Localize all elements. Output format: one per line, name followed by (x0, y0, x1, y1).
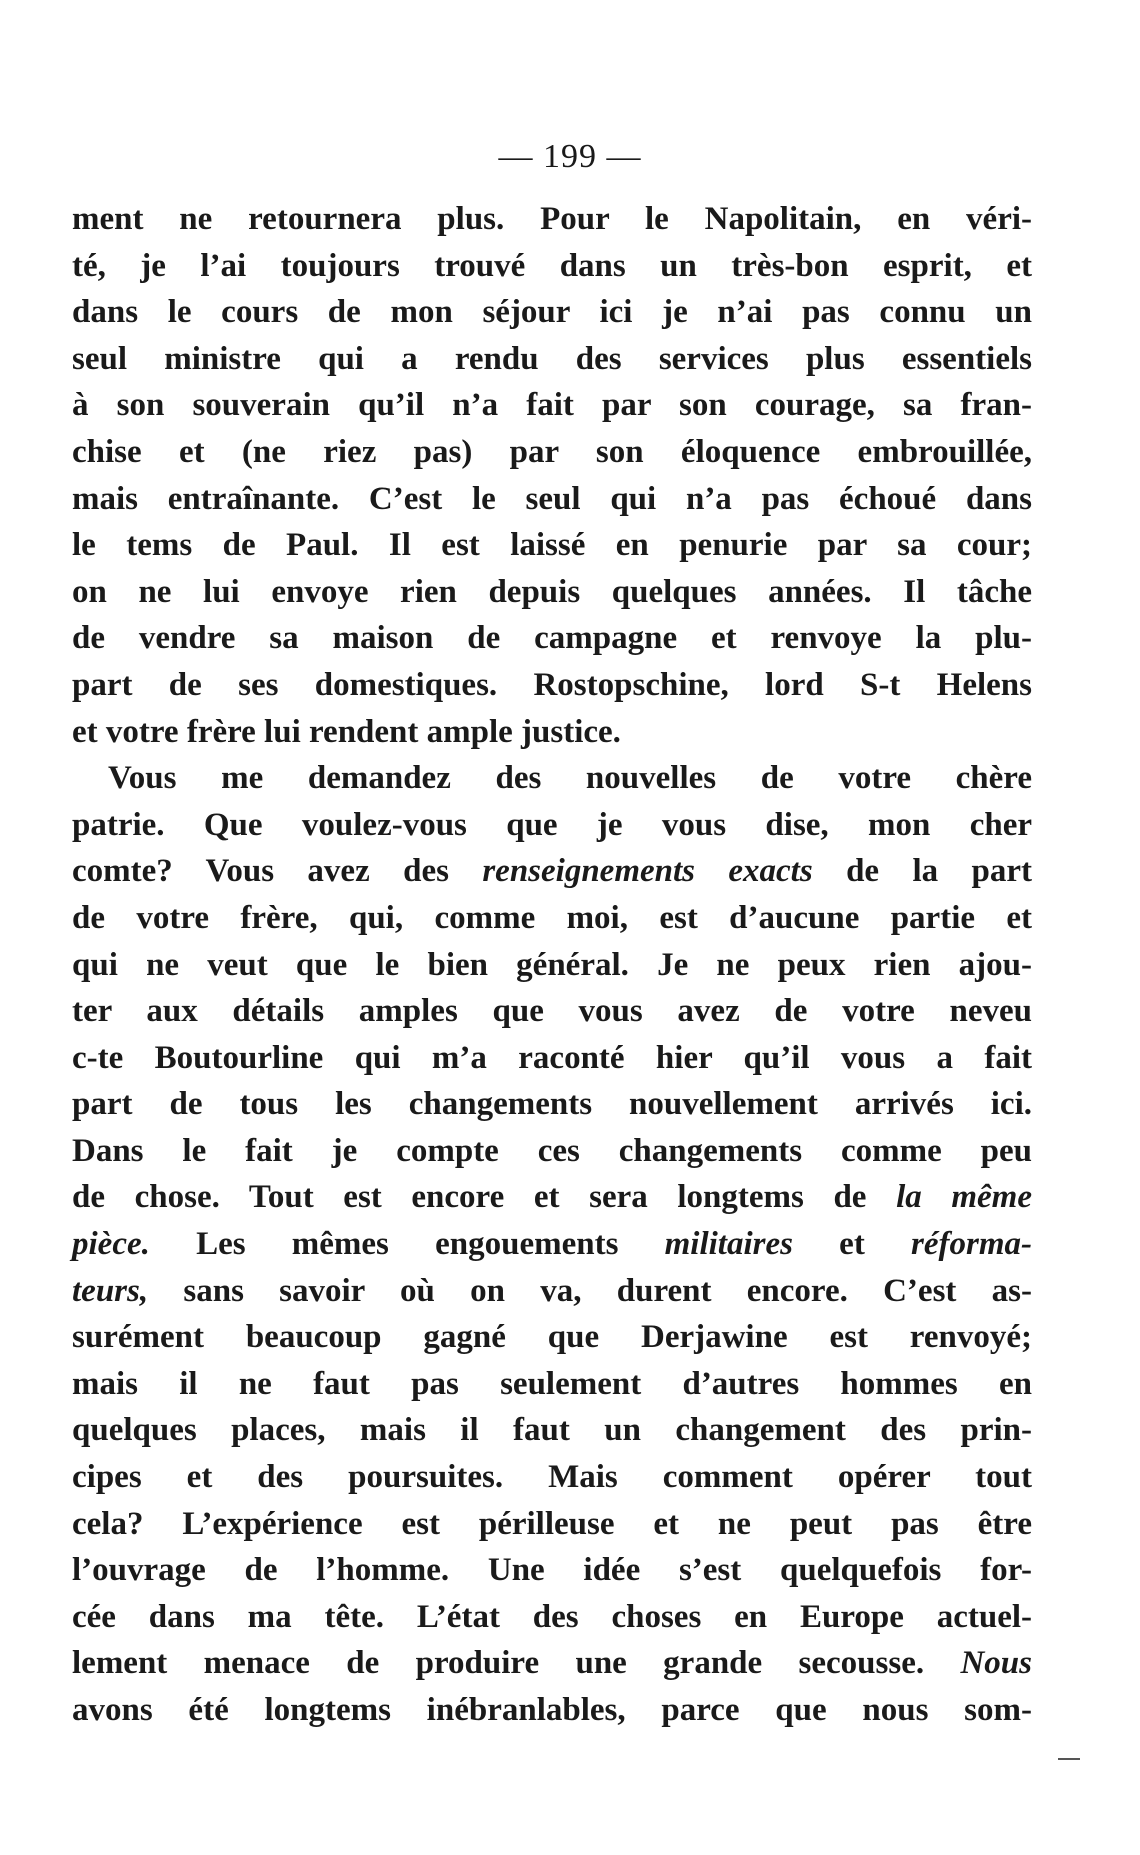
text-segment: cela? L’expérience est périlleuse et ne peut pas être (72, 1505, 1032, 1542)
text-line (72, 1081, 1032, 1128)
text-line (72, 615, 1032, 662)
text-line (72, 1314, 1032, 1361)
text-line (72, 1547, 1032, 1594)
text-line (72, 662, 1032, 709)
text-segment: à son souverain qu’il n’a fait par son courage, sa fran- (72, 387, 1032, 424)
page-number: — 199 — (498, 138, 642, 175)
text-segment: surément beaucoup gagné que Derjawine est renvoyé; (72, 1319, 1032, 1356)
text-segment: quelques places, mais il faut un changement des prin- (72, 1412, 1032, 1449)
text-segment: cée dans ma tête. L’état des choses en Europe actuel- (72, 1598, 1032, 1635)
text-segment: Dans le fait je compte ces changements comme peu (72, 1132, 1032, 1169)
text-line (72, 755, 1032, 802)
text-segment: lement menace de produire une grande secousse. (72, 1645, 961, 1682)
text-line (72, 1035, 1032, 1082)
italic-text: renseignements exacts (482, 853, 813, 890)
text-segment: mais il ne faut pas seulement d’autres hommes en (72, 1365, 1032, 1402)
text-segment: part de tous les changements nouvellement arrivés ici. (72, 1086, 1032, 1123)
italic-text: Nous (960, 1645, 1032, 1682)
text-line (72, 1454, 1032, 1501)
text-segment: sans savoir où on va, durent encore. C’est as- (148, 1272, 1032, 1309)
text-line (72, 942, 1032, 989)
text-line (72, 196, 1032, 243)
text-segment: l’ouvrage de l’homme. Une idée s’est quelquefois for- (72, 1552, 1032, 1589)
text-line (72, 1687, 1032, 1734)
text-line (72, 848, 1032, 895)
text-segment: cipes et des poursuites. Mais comment opérer tout (72, 1459, 1032, 1496)
text-segment: le tems de Paul. Il est laissé en penurie par sa cour; (72, 527, 1032, 564)
text-line (72, 1128, 1032, 1175)
text-segment: on ne lui envoye rien depuis quelques années. Il tâche (72, 573, 1032, 610)
text-line (72, 569, 1032, 616)
text-segment: dans le cours de mon séjour ici je n’ai pas connu un (72, 294, 1032, 331)
italic-text: la même (896, 1179, 1032, 1216)
text-line (72, 1501, 1032, 1548)
italic-text: militaires (664, 1226, 793, 1263)
text-segment: mais entraînante. C’est le seul qui n’a pas échoué dans (72, 480, 1032, 517)
text-segment: té, je l’ai toujours trouvé dans un très-bon esprit, et (72, 247, 1032, 284)
text-line (72, 522, 1032, 569)
text-line (72, 1268, 1032, 1315)
text-line (72, 1361, 1032, 1408)
body-text (72, 196, 1032, 1734)
italic-text: teurs, (72, 1272, 149, 1309)
text-segment: seul ministre qui a rendu des services plus essentiels (72, 340, 1032, 377)
text-segment: de vendre sa maison de campagne et renvoye la plu- (72, 620, 1032, 657)
text-segment: et votre frère lui rendent ample justice. (72, 713, 621, 750)
text-segment: c-te Boutourline qui m’a raconté hier qu’il vous a fait (72, 1039, 1032, 1076)
text-segment: Vous me demandez des nouvelles de votre chère (108, 760, 1032, 797)
text-line (72, 429, 1032, 476)
text-segment: patrie. Que voulez-vous que je vous dise, mon cher (72, 806, 1032, 843)
stray-mark (1058, 1758, 1080, 1760)
text-line (72, 476, 1032, 523)
text-line (72, 289, 1032, 336)
text-line (72, 1594, 1032, 1641)
text-segment: ter aux détails amples que vous avez de votre neveu (72, 993, 1032, 1030)
text-segment: part de ses domestiques. Rostopschine, lord S-t Helens (72, 666, 1032, 703)
text-line (72, 895, 1032, 942)
text-line (72, 709, 1032, 756)
text-segment: qui ne veut que le bien général. Je ne peux rien ajou- (72, 946, 1032, 983)
text-line (72, 1174, 1032, 1221)
text-segment: comte? Vous avez des (72, 853, 483, 890)
text-line (72, 382, 1032, 429)
text-line (72, 243, 1032, 290)
italic-text: réforma- (911, 1226, 1033, 1263)
text-segment: et (792, 1226, 912, 1263)
text-segment: chise et (ne riez pas) par son éloquence embrouillée, (72, 433, 1032, 470)
text-segment: Les mêmes engouements (149, 1226, 665, 1263)
text-line (72, 988, 1032, 1035)
text-line (72, 1407, 1032, 1454)
text-line (72, 1640, 1032, 1687)
text-segment: de chose. Tout est encore et sera longtems de (72, 1179, 897, 1216)
text-segment: de la part (812, 853, 1032, 890)
text-line (72, 1221, 1032, 1268)
text-segment: de votre frère, qui, comme moi, est d’aucune partie et (72, 899, 1032, 936)
text-line (72, 802, 1032, 849)
text-segment: ment ne retournera plus. Pour le Napolitain, en véri- (72, 201, 1032, 237)
text-segment: avons été longtems inébranlables, parce que nous som- (72, 1692, 1032, 1728)
italic-text: pièce. (72, 1226, 150, 1263)
text-line (72, 336, 1032, 383)
